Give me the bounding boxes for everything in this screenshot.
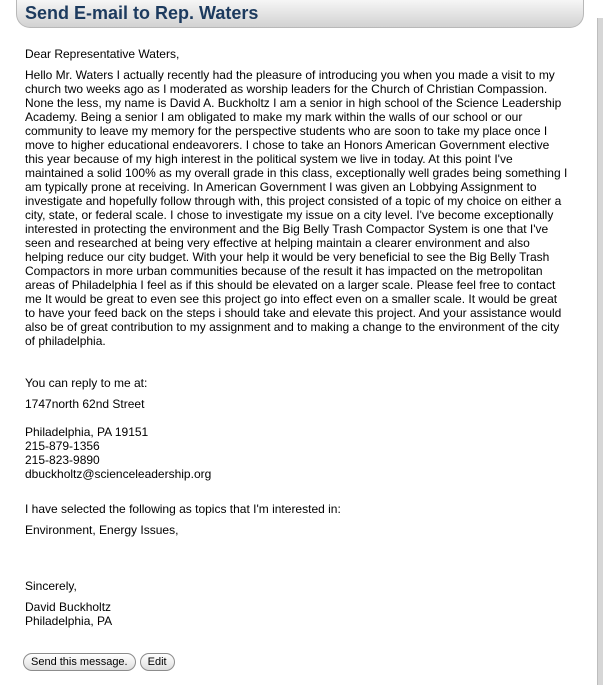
- action-buttons: [23, 653, 175, 671]
- page-title: Send E-mail to Rep. Waters: [25, 3, 259, 23]
- letter-preview: [25, 47, 570, 628]
- topics-label: I have selected the following as topics that I'm interested in:: [25, 502, 341, 516]
- email-address: dbuckholtz@scienceleadership.org: [25, 467, 212, 481]
- send-message-button[interactable]: Send this message.: [23, 653, 136, 671]
- reply-label: You can reply to me at:: [25, 376, 148, 390]
- topics-list: Environment, Energy Issues,: [25, 523, 179, 537]
- phone-secondary: 215-823-9890: [25, 453, 100, 467]
- address-city-state: Philadelphia, PA 19151: [25, 425, 149, 439]
- letter-greeting: Dear Representative Waters,: [25, 47, 180, 61]
- contact-block: [25, 425, 570, 481]
- signature-name: David Buckholtz: [25, 600, 112, 614]
- address-street: 1747north 62nd Street: [25, 397, 145, 411]
- letter-body: Hello Mr. Waters I actually recently had the pleasure of introducing you when you made a visit to my church two weeks ago as I moderated as worship leaders for the Church of Christian Compassion. None the less, my name is David A. Buckholtz I am a senior in high school of the Science Leadership Academy. Being a senior I am obligated to make my mark within the walls of our school or our community to leave my memory for the perspective students who are soon to take my place once I move to higher educational endeavorers. I chose to take an Honors American Government elective this year because of my high interest in the political system we live in today. At this point I've maintained a solid 100% as my overall grade in this class, exceptionally well grades being something I am typically prone at receiving. In American Government I was given an Lobbying Assignment to investigate and hopefully follow through with, this project consisted of a topic of my choice on either a city, state, or federal scale. I chose to investigate my issue on a city level. I've become exceptionally interested in protecting the environment and the Big Belly Trash Compactor System is one that I've seen and researched at being very effective at helping maintain a clearer environment and also helping reduce our city budget. With your help it would be very beneficial to see the Big Belly Trash Compactors in more urban communities because of the result it has impacted on the metropolitan areas of Philadelphia I feel as if this should be elevated on a larger scale. Please feel free to contact me It would be great to even see this project go into effect even on a smaller scale. It would be great to have your feed back on the steps i should take and elevate this project. And your assistance would also be of great contribution to my assignment and to making a change to the environment of the city of philadelphia.: [25, 68, 568, 348]
- letter-closing: Sincerely,: [25, 579, 77, 593]
- title-bar: [16, 0, 584, 28]
- signature-location: Philadelphia, PA: [25, 614, 113, 628]
- phone-primary: 215-879-1356: [25, 439, 100, 453]
- scrollbar[interactable]: [597, 18, 603, 685]
- edit-button[interactable]: Edit: [140, 653, 175, 671]
